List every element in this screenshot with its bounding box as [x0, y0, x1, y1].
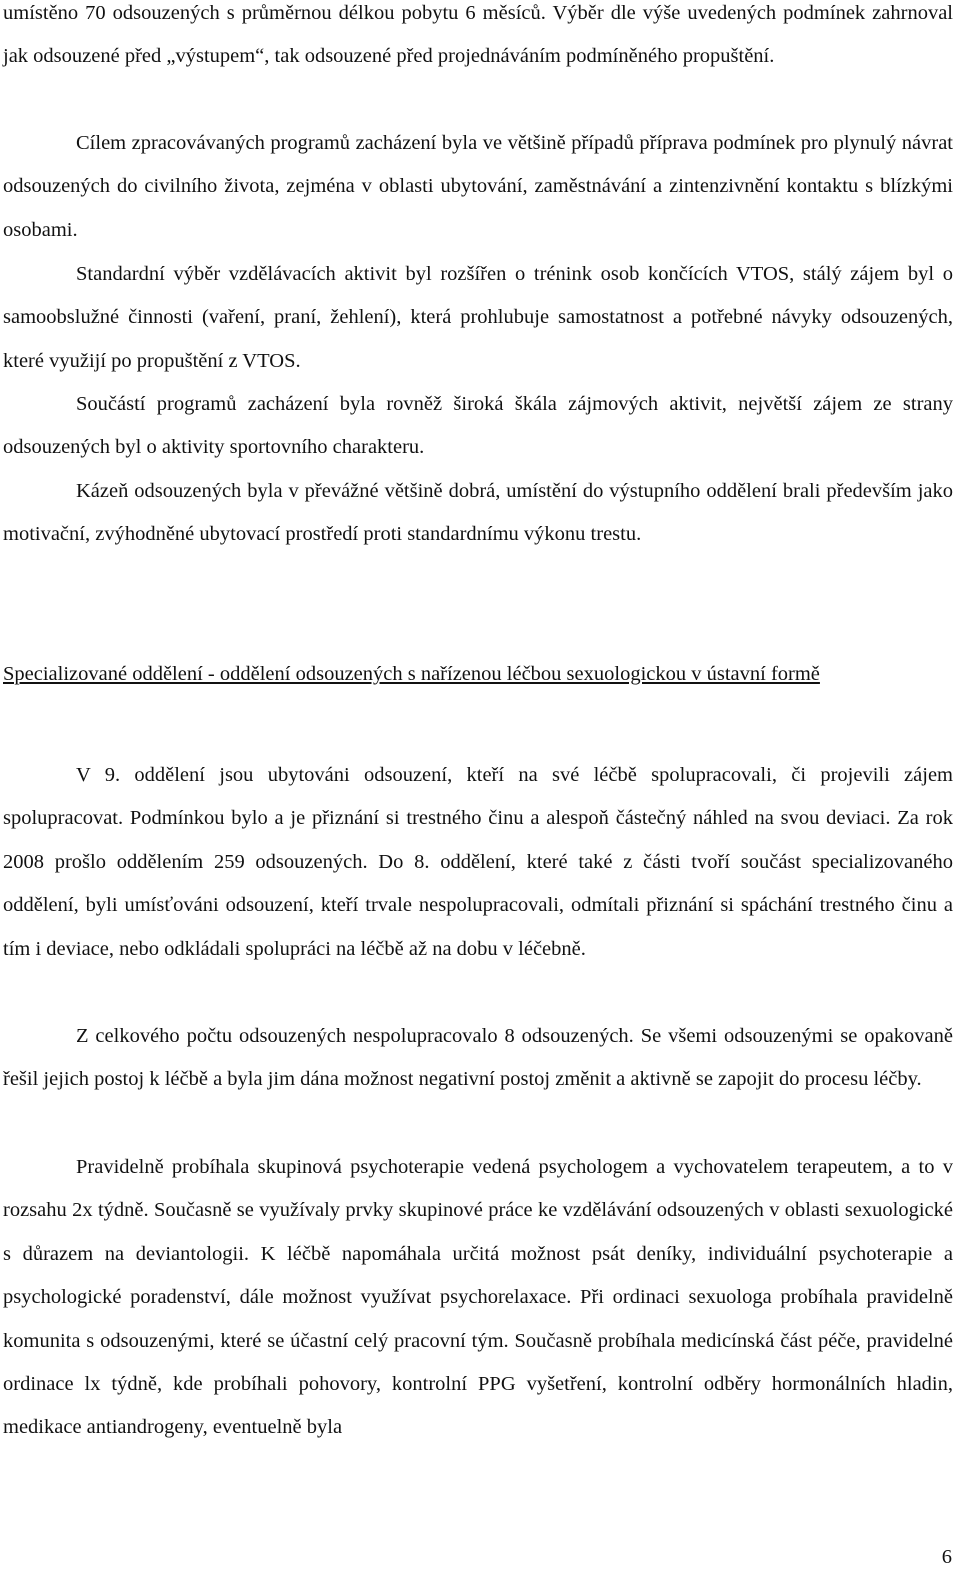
- paragraph-department-9: V 9. oddělení jsou ubytováni odsouzení, kteří na své léčbě spolupracovali, či projevili zájem spolupracovat. Podmínkou bylo a je přiznání si trestného činu a alespoň částečný náhled na svou deviaci. Za rok 2008 prošlo oddělením 259 odsouzených. Do 8. oddělení, které také z části tvoří součást specializovaného oddělení, byli umísťováni odsouzení, kteří trvale nespolupracovali, odmítali přiznání si spáchání trestného činu a tím i deviace, nebo odkládali spolupráci na léčbě až na dobu v léčebně.: [3, 764, 953, 960]
- paragraph-program-goals: Cílem zpracovávaných programů zacházení byla ve většině případů příprava podmínek pro plynulý návrat odsouzených do civilního života, zejména v oblasti ubytování, zaměstnávání a zintenzivnění kontaktu s blízkými osobami.: [3, 132, 953, 241]
- paragraph-leisure-activities: Součástí programů zacházení byla rovněž široká škála zájmových aktivit, největší zájem ze strany odsouzených byl o aktivity sportovního charakteru.: [3, 393, 953, 459]
- paragraph-educational-activities: Standardní výběr vzdělávacích aktivit byl rozšířen o trénink osob končících VTOS, stálý zájem byl o samoobslužné činnosti (vaření, praní, žehlení), která prohlubuje samostatnost a potřebné návyky odsouzených, které využijí po propuštění z VTOS.: [3, 263, 953, 372]
- paragraph-continuation: umístěno 70 odsouzených s průměrnou délkou pobytu 6 měsíců. Výběr dle výše uvedených podmínek zahrnoval jak odsouzené před „výstupem“, tak odsouzené před projednáváním podmíněného propuštění.: [3, 2, 953, 68]
- paragraph-discipline: Kázeň odsouzených byla v převážné většině dobrá, umístění do výstupního oddělení brali především jako motivační, zvýhodněné ubytovací prostředí proti standardnímu výkonu trestu.: [3, 480, 953, 546]
- section-heading: Specializované oddělení - oddělení odsouzených s nařízenou léčbou sexuologickou v ústavní formě: [3, 663, 820, 685]
- paragraph-psychotherapy: Pravidelně probíhala skupinová psychoterapie vedená psychologem a vychovatelem terapeutem, a to v rozsahu 2x týdně. Současně se využívaly prvky skupinové práce ke vzdělávání odsouzených v oblasti sexuologické s důrazem na deviantologii. K léčbě napomáhala určitá možnost psát deníky, individuální psychoterapie a psychologické poradenství, dále možnost využívat psychorelaxace. Při ordinaci sexuologa probíhala pravidelně komunita s odsouzenými, které se účastní celý pracovní tým. Současně probíhala medicínská část péče, pravidelné ordinace lx týdně, kde probíhali pohovory, kontrolní PPG vyšetření, kontrolní odběry hormonálních hladin, medikace antiandrogeny, eventuelně byla: [3, 1156, 953, 1439]
- page-number: 6: [941, 1546, 952, 1568]
- paragraph-non-cooperation: Z celkového počtu odsouzených nespolupracovalo 8 odsouzených. Se všemi odsouzenými se opakovaně řešil jejich postoj k léčbě a byla jim dána možnost negativní postoj změnit a aktivně se zapojit do procesu léčby.: [3, 1025, 953, 1091]
